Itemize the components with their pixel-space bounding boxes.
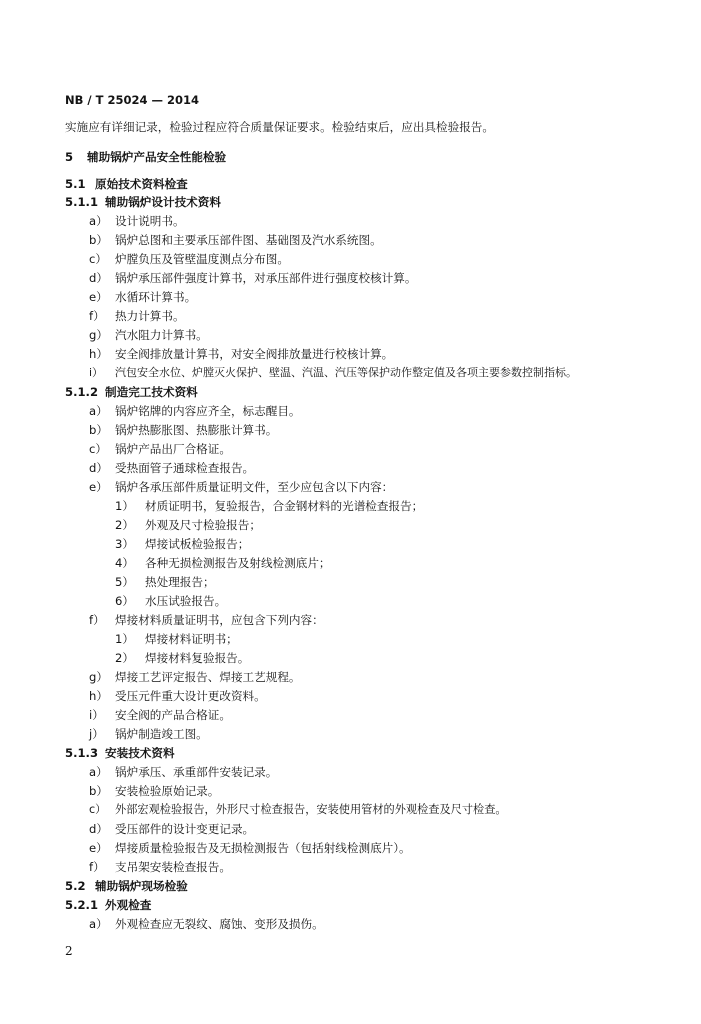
sub-list-item: 1） 焊接材料证明书； xyxy=(115,632,238,646)
section-title: 辅助锅炉设计技术资料 xyxy=(105,195,221,209)
section-title: 辅助锅炉现场检验 xyxy=(95,879,188,893)
section-title: 安装技术资料 xyxy=(105,746,175,760)
sub-list-item: 1） 材质证明书，复验报告，合金钢材料的光谱检查报告； xyxy=(115,499,424,513)
section-number: 5.1.3 xyxy=(65,746,99,760)
section-number: 5.2 xyxy=(65,879,86,893)
list-item: d） 受压部件的设计变更记录。 xyxy=(89,822,255,836)
list-item: b） 安装检验原始记录。 xyxy=(89,784,220,798)
sub-list-item: 5） 热处理报告； xyxy=(115,575,215,589)
section-5-1-3-heading xyxy=(65,746,175,760)
section-title: 辅助锅炉产品安全性能检验 xyxy=(87,150,227,164)
section-number: 5.1.1 xyxy=(65,195,99,209)
list-item: h） 受压元件重大设计更改资料。 xyxy=(89,689,266,703)
section-5-1-2-heading xyxy=(65,385,198,399)
list-item: g） 汽水阻力计算书。 xyxy=(89,328,208,342)
sub-list-item: 3） 焊接试板检验报告； xyxy=(115,537,250,551)
list-item: a） 设计说明书。 xyxy=(89,214,185,228)
section-5-1-1-heading xyxy=(65,195,221,209)
section-5-2-1-heading xyxy=(65,898,151,912)
section-number: 5.1 xyxy=(65,177,86,191)
list-item: a） 锅炉铭牌的内容应齐全，标志醒目。 xyxy=(89,404,301,418)
list-item: i） 汽包安全水位、炉膛灭火保护、壁温、汽温、汽压等保护动作整定值及各项主要参数控制指标。 xyxy=(89,366,577,379)
list-item: g） 焊接工艺评定报告、焊接工艺规程。 xyxy=(89,670,301,684)
section-title: 制造完工技术资料 xyxy=(105,385,198,399)
section-5-heading xyxy=(65,150,226,164)
section-title: 外观检查 xyxy=(105,898,152,912)
list-item: d） 受热面管子通球检查报告。 xyxy=(89,461,255,475)
list-item: a） 外观检查应无裂纹、腐蚀、变形及损伤。 xyxy=(89,917,324,931)
list-item: f） 热力计算书。 xyxy=(89,309,185,323)
section-5-1-heading xyxy=(65,177,188,191)
list-item: b） 锅炉热膨胀图、热膨胀计算书。 xyxy=(89,423,278,437)
intro-paragraph: 实施应有详细记录，检验过程应符合质量保证要求。检验结束后，应出具检验报告。 xyxy=(65,120,494,134)
list-item: f） 焊接材料质量证明书，应包含下列内容： xyxy=(89,613,324,627)
list-item: h） 安全阀排放量计算书，对安全阀排放量进行校核计算。 xyxy=(89,347,394,361)
list-item: a） 锅炉承压、承重部件安装记录。 xyxy=(89,765,278,779)
list-item: j） 锅炉制造竣工图。 xyxy=(89,727,208,741)
section-5-2-heading xyxy=(65,879,188,893)
list-item: c） 锅炉产品出厂合格证。 xyxy=(89,442,231,456)
sub-list-item: 2） 外观及尺寸检验报告； xyxy=(115,518,261,532)
section-number: 5.2.1 xyxy=(65,898,99,912)
list-item: c） 外部宏观检验报告，外形尺寸检查报告，安装使用管材的外观检查及尺寸检查。 xyxy=(89,803,507,816)
sub-list-item: 2） 焊接材料复验报告。 xyxy=(115,651,250,665)
section-number: 5 xyxy=(65,150,74,164)
list-item: e） 水循环计算书。 xyxy=(89,290,197,304)
list-item: c） 炉膛负压及管壁温度测点分布图。 xyxy=(89,252,289,266)
page-number: 2 xyxy=(65,944,73,958)
list-item: b） 锅炉总图和主要承压部件图、基础图及汽水系统图。 xyxy=(89,233,382,247)
sub-list-item: 6） 水压试验报告。 xyxy=(115,594,227,608)
section-title: 原始技术资料检查 xyxy=(95,177,188,191)
section-number: 5.1.2 xyxy=(65,385,99,399)
list-item: f） 支吊架安装检查报告。 xyxy=(89,860,231,874)
list-item: d） 锅炉承压部件强度计算书，对承压部件进行强度校核计算。 xyxy=(89,271,417,285)
standard-code: NB / T 25024 — 2014 xyxy=(65,93,199,107)
sub-list-item: 4） 各种无损检测报告及射线检测底片； xyxy=(115,556,331,570)
list-item: e） 焊接质量检验报告及无损检测报告（包括射线检测底片）。 xyxy=(89,841,411,855)
list-item: e） 锅炉各承压部件质量证明文件，至少应包含以下内容： xyxy=(89,480,394,494)
list-item: i） 安全阀的产品合格证。 xyxy=(89,708,231,722)
